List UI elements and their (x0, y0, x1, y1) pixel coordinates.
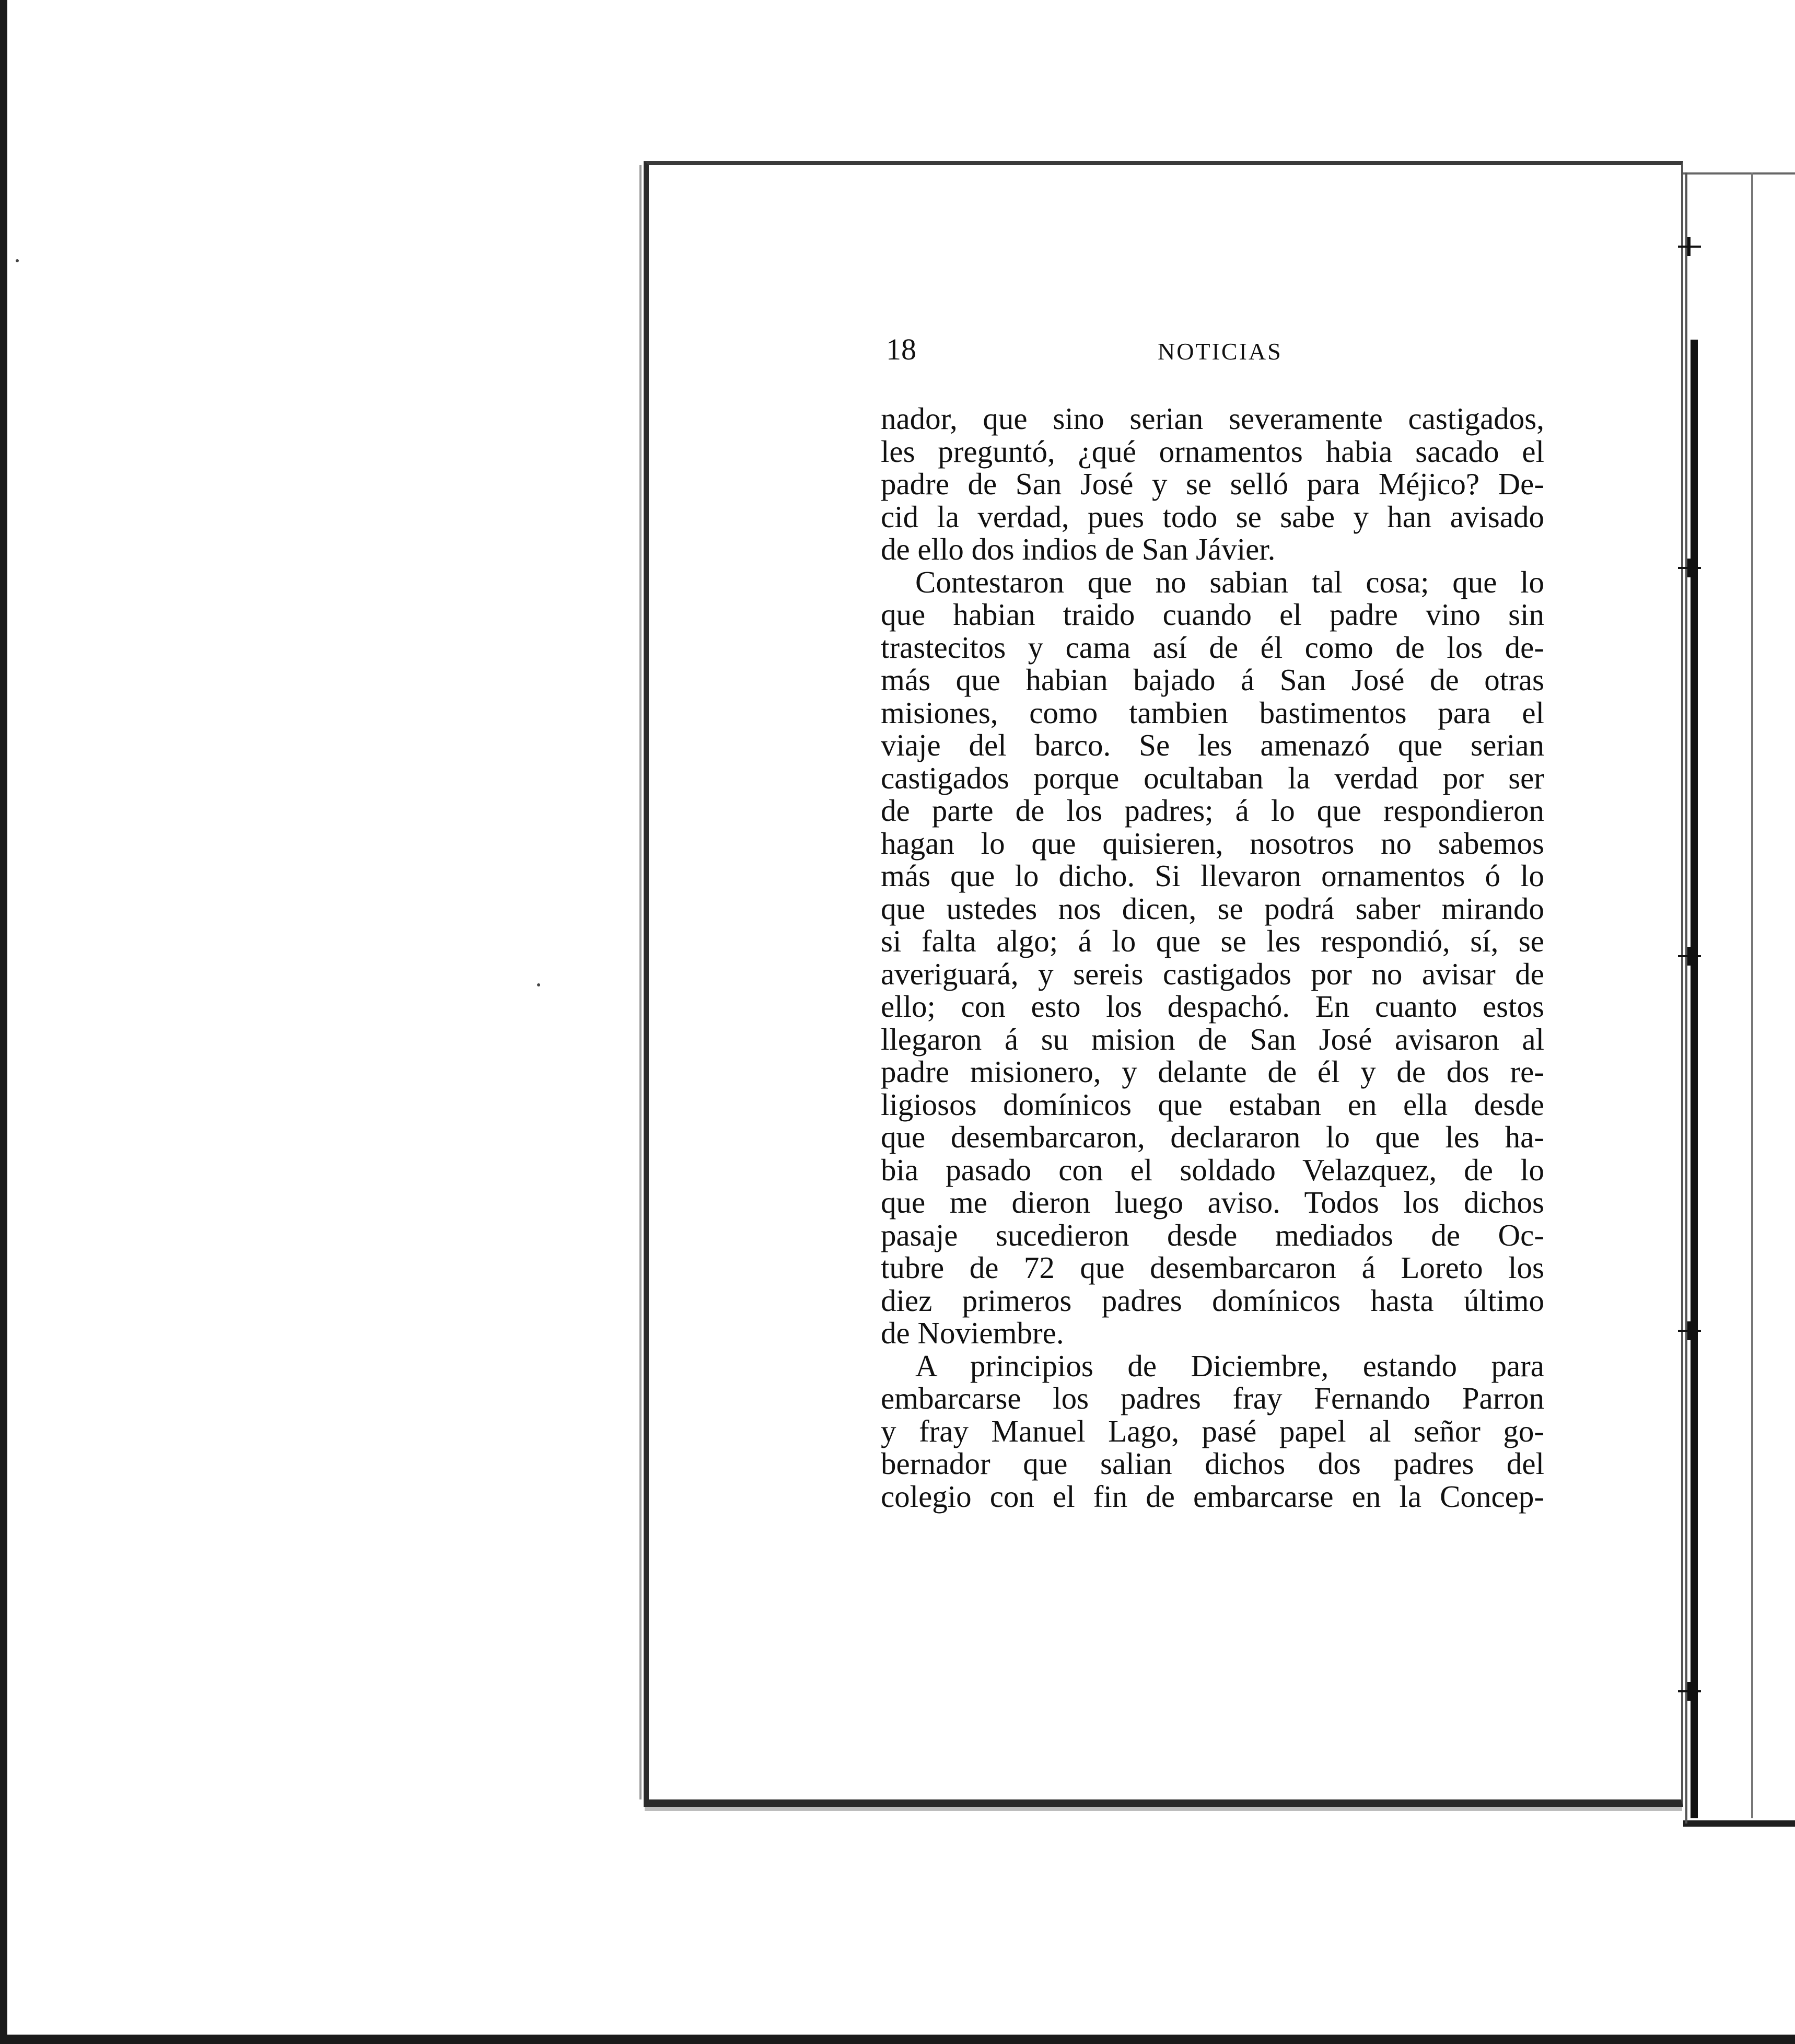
text-line: A principios de Diciembre, estando para (915, 1348, 1544, 1383)
text-line: misiones, como tambien bastimentos para el (881, 695, 1544, 730)
text-line: embarcarse los padres fray Fernando Parron (881, 1381, 1544, 1415)
text-line: ello; con esto los despachó. En cuanto estos (881, 989, 1544, 1024)
page-header (886, 334, 1544, 376)
text-line: si falta algo; á lo que se les respondió, sí, se (881, 924, 1544, 958)
running-title: NOTICIAS (1158, 338, 1283, 365)
scan-edge-bottom (0, 2035, 1795, 2044)
text-line: diez primeros padres domínicos hasta último (881, 1283, 1544, 1318)
text-line: hagan lo que quisieren, nosotros no sabemos (881, 826, 1544, 861)
binding-stitch (1678, 246, 1701, 248)
binding-stitch (1678, 1330, 1701, 1332)
text-line: bia pasado con el soldado Velazquez, de lo (881, 1152, 1544, 1187)
binding-edge (1685, 172, 1687, 1824)
facing-page-inner-edge (1751, 172, 1795, 1818)
text-line: averiguará, y sereis castigados por no avisar de (881, 956, 1544, 991)
text-line: llegaron á su mision de San José avisaron al (881, 1021, 1544, 1056)
scan-speck (16, 259, 19, 262)
text-line: de ello dos indios de San Jávier. (881, 532, 1276, 566)
text-line: trastecitos y cama así de él como de los de- (881, 630, 1544, 665)
text-line: de Noviembre. (881, 1316, 1064, 1350)
page-number: 18 (886, 332, 916, 366)
binding-stitch (1678, 955, 1701, 957)
text-line: viaje del barco. Se les amenazó que serian (881, 728, 1544, 762)
binding-spine (1691, 340, 1698, 1818)
text-line: pasaje sucedieron desde mediados de Oc- (881, 1217, 1544, 1252)
text-line: más que lo dicho. Si llevaron ornamentos ó lo (881, 858, 1544, 893)
text-line: bernador que salian dichos dos padres del (881, 1446, 1544, 1481)
text-line: y fray Manuel Lago, pasé papel al señor go- (881, 1413, 1544, 1448)
text-line: más que habian bajado á San José de otras (881, 663, 1544, 697)
text-line: que desembarcaron, declararon lo que les ha- (881, 1120, 1544, 1154)
text-line: tubre de 72 que desembarcaron á Loreto los (881, 1250, 1544, 1285)
text-line: que me dieron luego aviso. Todos los dichos (881, 1185, 1544, 1220)
text-line: cid la verdad, pues todo se sabe y han avisado (881, 499, 1544, 534)
scan-speck (537, 983, 540, 986)
text-line: les preguntó, ¿qué ornamentos habia sacado el (881, 434, 1544, 469)
body-text (881, 402, 1544, 1513)
binding-stitch (1678, 567, 1701, 569)
text-line: Contestaron que no sabian tal cosa; que lo (915, 564, 1544, 599)
text-line: padre misionero, y delante de él y de dos re- (881, 1054, 1544, 1089)
text-line: padre de San José y se selló para Méjico? De- (881, 467, 1544, 501)
scan-edge-left (0, 0, 7, 2044)
text-line: castigados porque ocultaban la verdad por ser (881, 760, 1544, 795)
text-line: que ustedes nos dicen, se podrá saber mirando (881, 891, 1544, 926)
text-line: que habian traido cuando el padre vino sin (881, 597, 1544, 632)
text-line: colegio con el fin de embarcarse en la Concep- (881, 1479, 1544, 1514)
text-line: ligiosos domínicos que estaban en ella desde (881, 1087, 1544, 1122)
text-line: de parte de los padres; á lo que respondieron (881, 793, 1544, 828)
text-line: nador, que sino serian severamente castigados, (881, 401, 1544, 436)
binding-stitch (1678, 1690, 1701, 1692)
